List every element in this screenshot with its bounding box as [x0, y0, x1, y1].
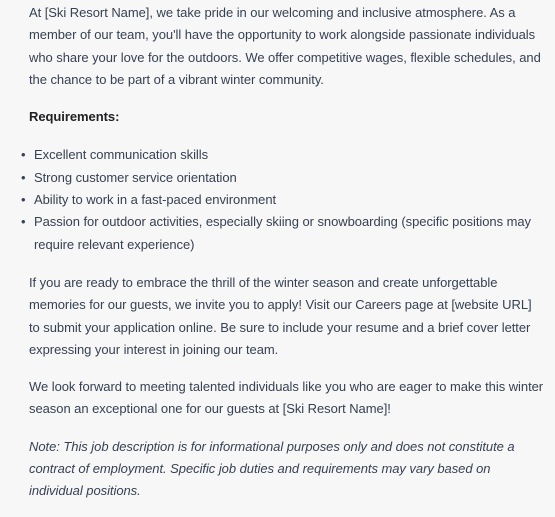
- list-item-text: Ability to work in a fast-paced environment: [34, 192, 277, 208]
- requirements-heading: Requirements:: [29, 109, 120, 125]
- disclaimer-note: Note: This job description is for informational purposes only and does not constitute a contract of employment. Specific job duties and requirements may vary based on individual positions.: [29, 438, 515, 499]
- requirements-list: [0, 144, 555, 255]
- list-item-text: Strong customer service orientation: [34, 169, 237, 185]
- list-item: [0, 211, 555, 256]
- apply-paragraph: If you are ready to embrace the thrill of the winter season and create unforgettable memories for our guests, we invite you to apply! Visit our Careers page at [website URL] to submit your application online. Be sure to include your resume and a brief cover letter expressing your interest in joining our team.: [29, 274, 532, 357]
- list-item: [0, 189, 555, 211]
- list-item: [0, 144, 555, 166]
- list-item-text: Passion for outdoor activities, especially skiing or snowboarding (specific positions may require relevant experience): [34, 214, 532, 252]
- list-item-text: Excellent communication skills: [34, 147, 209, 163]
- list-item: [0, 167, 555, 189]
- bullet-icon: •: [21, 169, 26, 185]
- closing-paragraph: We look forward to meeting talented individuals like you who are eager to make this winter season an exceptional one for our guests at [Ski Resort Name]!: [29, 379, 544, 417]
- intro-paragraph: At [Ski Resort Name], we take pride in our welcoming and inclusive atmosphere. As a member of our team, you'll have the opportunity to work alongside passionate individuals who share your love for the outdoors. We offer competitive wages, flexible schedules, and the chance to be part of a vibrant winter community.: [29, 5, 541, 87]
- bullet-icon: •: [21, 214, 26, 230]
- bullet-icon: •: [21, 147, 26, 163]
- bullet-icon: •: [21, 192, 26, 208]
